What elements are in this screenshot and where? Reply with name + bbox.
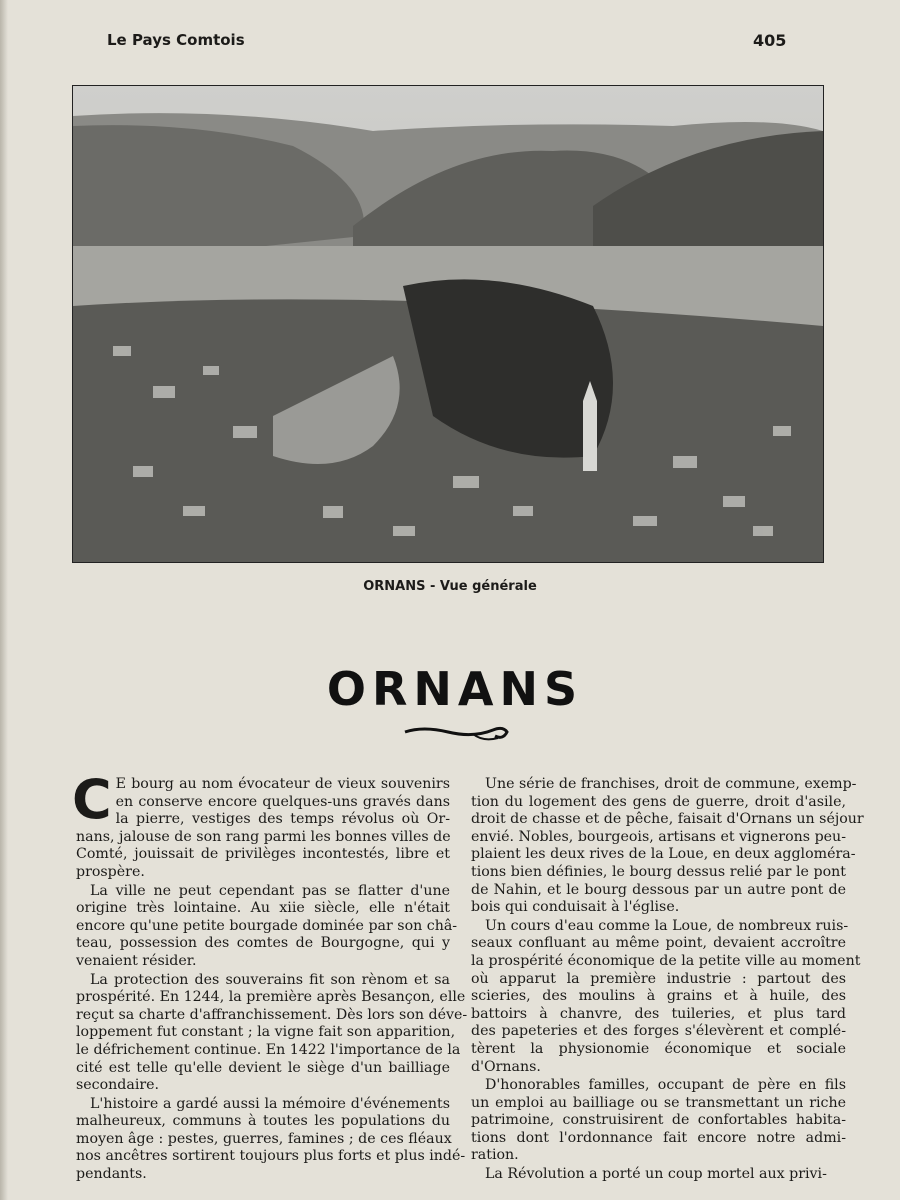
paragraph [471,917,861,1076]
text-line: prospère. [76,863,145,880]
text-line: où apparut la première industrie : partout des [471,970,846,987]
text-line: battoirs à chanvre, des tuileries, et plus tard [471,1005,846,1022]
paragraph [72,768,451,882]
text-line: origine très lointaine. Au xiie siècle, elle n'était [76,900,450,917]
text-line: La Révolution a porté un coup mortel aux privi- [485,1166,827,1183]
text-line: secondaire. [76,1077,160,1094]
text-line: venaient résider. [76,952,197,969]
article-left-column [72,768,468,1185]
text-line: seaux confluant au même point, devaient accroître [471,935,846,952]
text-line: loppement fut constant ; la vigne fait son apparition, [76,1024,456,1041]
paragraph [76,882,458,971]
photo-caption: ORNANS - Vue générale [363,579,537,594]
text-line: la prospérité économique de la petite ville au moment [471,952,861,969]
text-line: droit de chasse et de pêche, faisait d'Ornans un séjour [471,811,864,828]
drop-cap: C [72,768,112,831]
text-line: tions bien définies, le bourg dessus relié par le pont [471,863,846,880]
text-line: E bourg au nom évocateur de vieux souvenirs [115,776,450,792]
text-line: encore qu'une petite bourgade dominée par son châ- [76,917,458,934]
text-line: tion du logement des gens de guerre, droit d'asile, [471,793,846,810]
article-title: ORNANS [326,662,584,716]
text-line: prospérité. En 1244, la première après Besançon, elle [76,989,466,1006]
text-line: tèrent la physionomie économique et sociale [471,1040,846,1057]
text-line: Un cours d'eau comme la Loue, de nombreux ruis- [485,917,849,934]
text-line: plaient les deux rives de la Loue, en deux aggloméra- [471,846,856,863]
text-line: le défrichement continue. En 1422 l'importance de la [76,1041,461,1058]
text-line: scieries, des moulins à grains et à huile, des [471,988,846,1005]
paragraph [76,1095,466,1184]
paragraph [471,776,864,917]
running-header-journal: Le Pays Comtois [107,31,245,49]
ornament-flourish-icon [403,722,513,744]
text-line: tions dont l'ordonnance fait encore notre admi- [471,1129,846,1146]
text-line: cité est telle qu'elle devient le siège d'un bailliage [76,1059,450,1076]
text-line: nans, jalouse de son rang parmi les bonnes villes de [76,828,451,845]
text-line: bois qui conduisait à l'église. [471,899,680,916]
paragraph [471,1077,846,1165]
text-line: La protection des souverains fit son rènom et sa [90,971,450,988]
text-line: en conserve encore quelques-uns gravés dans [115,793,450,810]
text-line: des papeteries et des forges s'élevèrent et complé- [471,1023,846,1040]
text-line: envié. Nobles, bourgeois, artisans et vignerons peu- [471,828,846,845]
paragraph [471,1166,846,1184]
article-right-column [471,776,864,1185]
text-line: d'Ornans. [471,1058,541,1075]
town-photograph [72,85,824,563]
paragraph [76,971,468,1095]
text-line: un emploi au bailliage ou se transmettant un riche [471,1094,846,1111]
text-line: pendants. [76,1166,147,1183]
page-number: 405 [753,31,787,50]
text-line: reçut sa charte d'affranchissement. Dès lors son déve- [76,1006,468,1023]
text-line: nos ancêtres sortirent toujours plus forts et plus indé- [76,1148,466,1165]
text-line: teau, possession des comtes de Bourgogne, qui y [76,935,450,952]
text-line: Une série de franchises, droit de commune, exemp- [485,776,857,792]
text-line: moyen âge : pestes, guerres, famines ; de ces fléaux [76,1130,452,1147]
text-line: L'histoire a gardé aussi la mémoire d'événements [90,1095,450,1112]
text-line: Comté, jouissait de privilèges incontestés, libre et [76,846,450,863]
text-line: D'honorables familles, occupant de père en fils [485,1077,846,1094]
text-line: la pierre, vestiges des temps révolus où Or- [115,811,450,828]
text-line: patrimoine, construisirent de confortables habita- [471,1112,846,1129]
text-line: ration. [471,1147,519,1164]
page-edge [0,0,8,1200]
text-line: de Nahin, et le bourg dessous par un autre pont de [471,881,846,898]
text-line: La ville ne peut cependant pas se flatter d'une [90,882,450,899]
text-line: malheureux, communs à toutes les populations du [76,1113,450,1130]
